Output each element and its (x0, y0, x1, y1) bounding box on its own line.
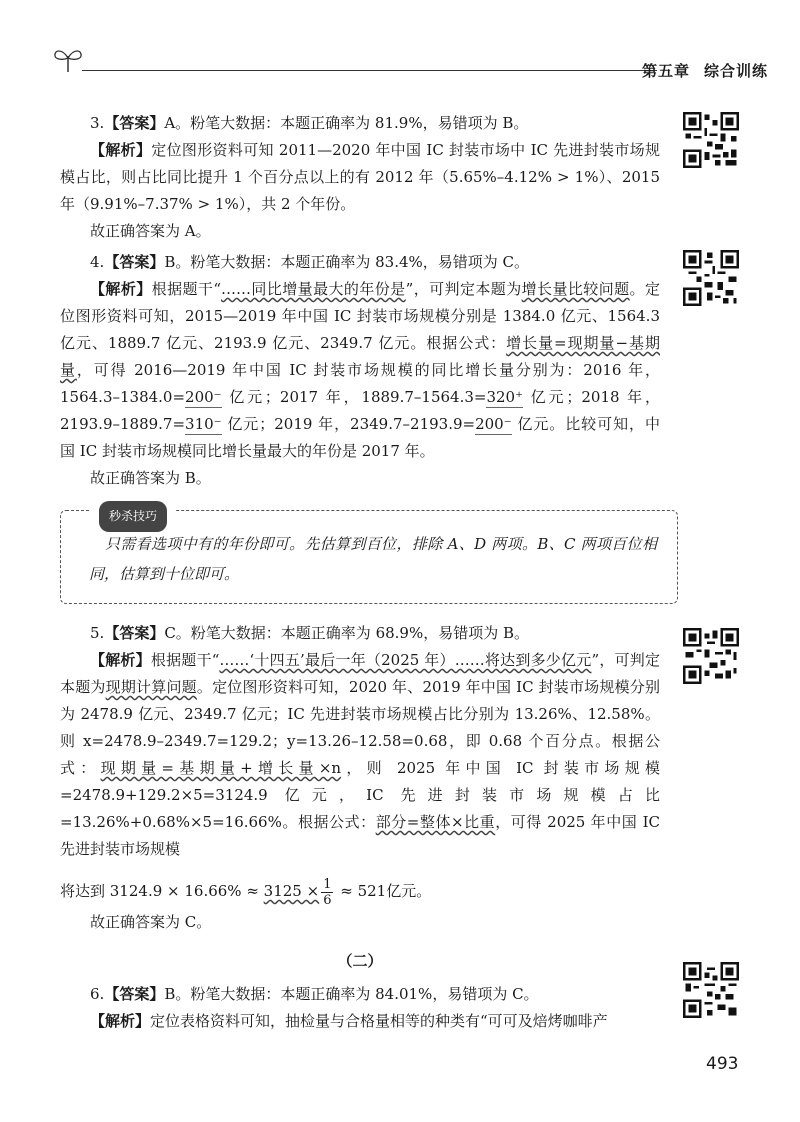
text-run: 3125 × (263, 882, 320, 900)
analysis-text: 定位表格资料可知，抽检量与合格量相等的种类有“可可及焙烤咖啡产 (150, 1012, 608, 1030)
text-run: ”，可判定本题为 (60, 651, 661, 696)
header-rule (82, 70, 657, 71)
fraction-denominator: 6 (323, 892, 332, 908)
text-run: ”，可判定本题为 (405, 280, 522, 298)
estimate-value: 200⁻ (475, 415, 512, 433)
fraction-numerator: 1 (323, 876, 332, 892)
text-run: ，可得 2025 年中国 IC 先进封装市场规模 (60, 813, 661, 858)
q3-analysis (60, 137, 660, 218)
q6-answer (60, 981, 660, 1008)
key-phrase: ……‘十四五’最后一年（2025 年）……将达到多少亿元 (219, 651, 592, 669)
analysis-tag: 【解析】 (90, 280, 152, 298)
q6-analysis (60, 1008, 660, 1035)
answer-tag: 【答案】 (104, 624, 165, 642)
sprout-icon (52, 44, 84, 74)
section-label: 综合训练 (704, 62, 769, 80)
estimate-expression (263, 876, 336, 908)
tip-box (60, 510, 678, 604)
q4-answer (60, 249, 660, 276)
q5-analysis (60, 647, 660, 863)
estimate-value: 200⁻ (185, 388, 222, 406)
analysis-text: 定位图形资料可知 2011—2020 年中国 IC 封装市场中 IC 先进封装市场规模占比，则占比同比提升 1 个百分点以上的有 2012 年（5.65%–4.12% > 1%）、2015 年（9.91%–7.37% > 1%），共 2 个年份。 (60, 141, 660, 213)
q3-conclusion: 故正确答案为 A。 (90, 222, 211, 240)
text-run: ，则 2025 年中国 IC 封装市场规模=2478.9+129.2×5=3124.9 亿元，IC 先进封装市场规模占比=13.26%+0.68%×5=16.66%。根据公式： (60, 759, 660, 831)
formula: 部分=整体×比重 (375, 813, 496, 831)
text-run: 根据题干“ (151, 280, 222, 298)
q3-answer (60, 110, 660, 137)
answer-tag: 【答案】 (104, 114, 165, 132)
qr-code-icon[interactable] (683, 628, 739, 684)
answer-text: B。粉笔大数据：本题正确率为 83.4%，易错项为 C。 (164, 253, 530, 271)
answer-text: A。粉笔大数据：本题正确率为 81.9%，易错项为 B。 (164, 114, 529, 132)
tip-text: 只需看选项中有的年份即可。先估算到百位，排除 A、D 两项。B、C 两项百位相同，估算到十位即可。 (89, 535, 657, 583)
answer-text: B。粉笔大数据：本题正确率为 84.01%，易错项为 C。 (164, 985, 539, 1003)
key-phrase: ……同比增量最大的年份是 (221, 280, 406, 298)
chapter-label: 第五章 (642, 62, 691, 80)
text-run: 亿元。比较可知，中国 IC 封装市场规模同比增长量最大的年份是 2017 年。 (60, 415, 660, 460)
problem-type: 现期计算问题 (105, 678, 197, 696)
q5-answer (60, 620, 660, 647)
part-title: （二） (337, 952, 383, 970)
answer-tag: 【答案】 (104, 985, 165, 1003)
fraction (321, 877, 333, 908)
question-number: 4. (90, 253, 105, 271)
estimate-value: 320⁺ (486, 388, 524, 406)
text-run: 根据题干“ (150, 651, 220, 669)
text-run: 将达到 3124.9 × 16.66% ≈ (60, 882, 264, 900)
question-number: 6. (90, 985, 105, 1003)
page-header (52, 44, 769, 84)
answer-text: C。粉笔大数据：本题正确率为 68.9%，易错项为 B。 (164, 624, 530, 642)
estimate-value: 310⁻ (185, 415, 222, 433)
qr-code-icon[interactable] (683, 250, 739, 306)
q5-conclusion: 故正确答案为 C。 (90, 913, 212, 931)
question-number: 5. (90, 624, 105, 642)
text-run: 亿元；2018 年，2193.9–1889.7= (60, 388, 660, 433)
analysis-tag: 【解析】 (90, 651, 151, 669)
q4-conclusion: 故正确答案为 B。 (90, 469, 211, 487)
analysis-tag: 【解析】 (90, 1012, 151, 1030)
page-number: 493 (706, 1054, 739, 1074)
question-number: 3. (90, 114, 105, 132)
chapter-title (642, 60, 768, 81)
qr-code-icon[interactable] (683, 112, 739, 168)
text-run: 。定位图形资料可知，2015—2019 年中国 IC 封装市场规模分别是 1384.0 亿元、1564.3 亿元、1889.7 亿元、2193.9 亿元、2349.7 亿元。根据公式： (60, 280, 660, 352)
answer-content (60, 106, 660, 1035)
tip-badge-label: 秒杀技巧 (99, 501, 167, 532)
tip-badge (91, 501, 175, 532)
formula: 增长量=现期量−基期量 (60, 334, 660, 379)
text-run: ≈ 521亿元。 (335, 882, 432, 900)
analysis-tag: 【解析】 (90, 141, 152, 159)
formula: 现期量=基期量+增长量×n (100, 759, 342, 777)
q5-formula (60, 873, 660, 909)
answer-tag: 【答案】 (104, 253, 165, 271)
text-run: ，可得 2016—2019 年中国 IC 封装市场规模的同比增长量分别为：2016 年，1564.3–1384.0= (60, 361, 660, 406)
problem-type: 增长量比较问题 (521, 280, 630, 298)
text-run: 。定位图形资料可知，2020 年、2019 年中国 IC 封装市场规模分别为 2478.9 亿元、2349.7 亿元；IC 先进封装市场规模占比分别为 13.26%、12.58%。则 x=2478.9–2349.7=129.2；y=13.26–12.58=0.68，即 0.68 个百分点。根据公式： (60, 678, 660, 777)
qr-code-icon[interactable] (683, 962, 739, 1018)
q4-analysis (60, 276, 660, 465)
text-run: 亿元；2019 年，2349.7–2193.9= (221, 415, 476, 433)
text-run: 亿元；2017 年，1889.7–1564.3= (221, 388, 487, 406)
